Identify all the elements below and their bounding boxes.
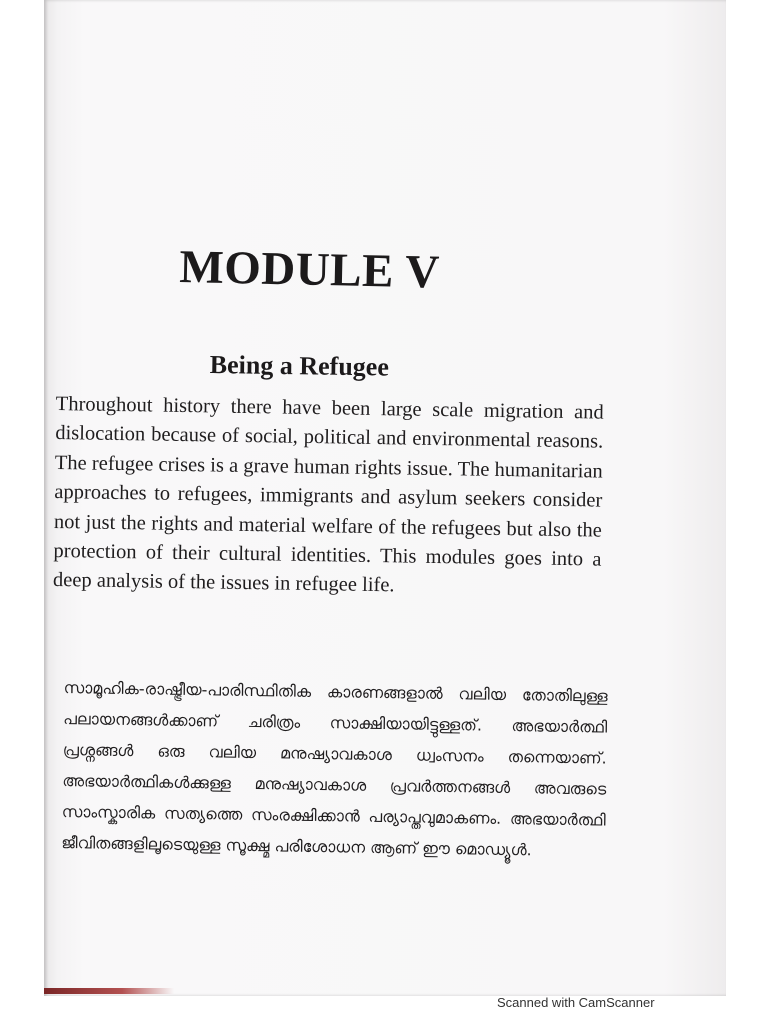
english-paragraph: Throughout history there have been large scale migration and dislocation because of social, political and environmental reasons. The refugee crises is a grave human rights issue. The humanitarian approaches to refugees, immigrants and asylum seekers consider not just the rights and material welfare of the refugees but also the protection of their cultural identities. This modules goes into a deep analysis of the issues in refugee life. <box>52 392 604 597</box>
section-title: Being a Refugee <box>209 350 390 382</box>
malayalam-paragraph: സാമൂഹിക-രാഷ്ട്രീയ-പാരിസ്ഥിതിക കാരണങ്ങളാൽ വലിയ തോതിലുള്ള പലായനങ്ങൾക്കാണ് ചരിത്രം സാക്ഷിയായിട്ടുള്ളത്. അഭയാർത്ഥി പ്രശ്നങ്ങൾ ഒരു വലിയ മനുഷ്യാവകാശ ധ്വംസനം തന്നെയാണ്. അഭയാർത്ഥികൾക്കുള്ള മനുഷ്യാവകാശ പ്രവർത്തനങ്ങൾ അവരുടെ സാംസ്കാരിക സത്യത്തെ സംരക്ഷിക്കാൻ പര്യാപ്തവുമാകണം. അഭയാർത്ഥി ജീവിതങ്ങളിലൂടെയുള്ള സൂക്ഷ്മ പരിശോധന ആണ് ഈ മൊഡ്യൂൾ. <box>61 677 608 860</box>
page-edge-shadow <box>44 988 174 994</box>
module-title: MODULE V <box>178 240 441 299</box>
scanner-watermark: Scanned with CamScanner <box>497 995 655 1010</box>
